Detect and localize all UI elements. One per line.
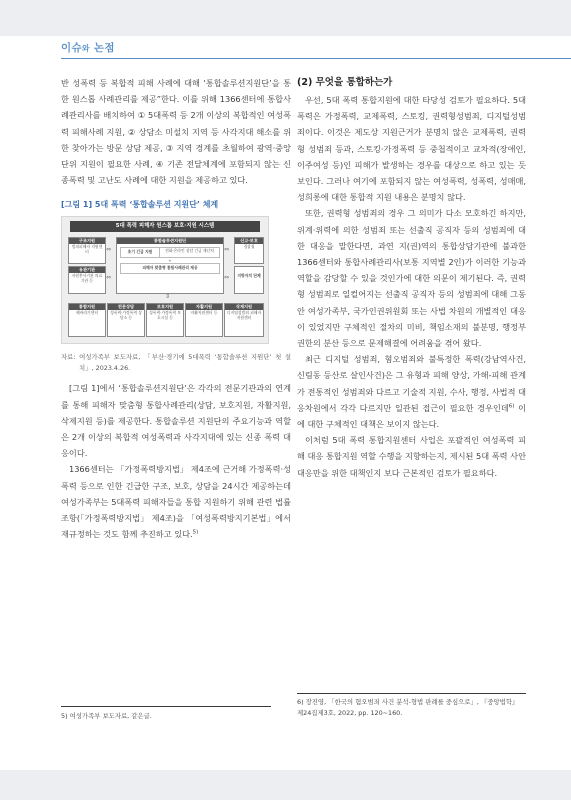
box-deletion-head: 삭제지원 [225, 304, 263, 310]
box-solution-head: 통합솔루션지원단 [117, 238, 223, 244]
header-band [0, 0, 571, 36]
right-paragraph-2: 또한, 권력형 성범죄의 경우 그 의미가 다소 모호하긴 하지만, 위계·위력에 의한 성범죄 또는 선출직 공직자 등의 성범죄에 대한 대응을 말한다면, 과연 지(권)역의 통합상담기관에 불과한 1366센터와 통합사례관리사(보통 지역별 2인)가 이러한 기능과 역할을 감당할 수 있을 것인가에 대한 의문이 제기된다. 즉, 권력형 성범죄로 일컬어지는 선출직 공직자 등의 성범죄에 대해 그동안 여성가족부, 국가인권위원회 또는 사법 차원의 개별적인 대응이 있었지만 구체적인 절차의 미비, 책임소재의 불분명, 행정부 권한의 분산 등으로 문제해결에 어려움을 겪어 왔다. [297, 208, 526, 349]
section-label [61, 40, 115, 55]
footnote-rule-left [61, 706, 271, 707]
arrow-down-icon: ⇕ [165, 293, 171, 301]
box-rescue [68, 237, 106, 264]
box-report-head: 신고·보호 [235, 238, 263, 244]
arrow-right-bottom-icon: ⇔ [224, 274, 230, 282]
footnote-5: 5) 여성가족부 보도자료, 같은글. [61, 712, 152, 720]
right-paragraph-3 [297, 351, 526, 432]
box-rescue-head: 구조지원 [69, 238, 105, 244]
footer-band [0, 770, 571, 800]
box-localgov-label: 지방자치 단체 [237, 273, 261, 279]
section-label-end: 논점 [93, 42, 115, 54]
right-paragraph-3-text: 최근 디지털 성범죄, 혐오범죄와 불특정한 폭력(강남역사건, 신림동 등산로 살인사건)은 그 유형과 피해 양상, 가해-피해 관계가 전통적인 성범죄와 다르고 기술적 지원, 수사, 행정, 사법적 대응차원에서 각각 다르지만 일관된 접근이 필요한 경우인데 [297, 354, 526, 413]
box-localgov [234, 266, 264, 294]
footnote-rule-right [297, 693, 526, 694]
arrow-right-top-icon: ⇔ [224, 246, 230, 254]
solution-plus-icon: + [168, 258, 172, 264]
solution-row-label: 초기 긴급 지원 [121, 248, 160, 257]
box-rescue-body: 범죄피해자 지원센터 [71, 244, 103, 255]
box-counseling-head: 전문상담 [108, 304, 144, 310]
box-integrated-head: 통합지원 [69, 304, 105, 310]
right-paragraph-4: 이처럼 5대 폭력 통합지원센터 사업은 포괄적인 여성폭력 피해 대응 통합지원 역할 수행을 지향하는지, 제시된 5대 폭력 사안대응만을 위한 대책인지 보다 근본적인 검토가 필요하다. [297, 435, 526, 478]
box-integrated [68, 303, 106, 337]
solution-row-casemgmt: 피해자 맞춤형 통합사례관리 제공 [120, 263, 220, 274]
right-column [297, 75, 526, 481]
left-paragraph-1: 반 성폭력 등 복합적 피해 사례에 대해 ‘통합솔루션지원단’을 통한 원스톱 사례관리를 제공”한다. 이를 위해 1366센터에 통합사례관리사를 배치하여 ① 5대폭력 등 2개 이상의 복합적인 여성폭력 피해사례 지원, ② 상담소 미설치 지역 등 사각지대 해소를 위한 찾아가는 방문 상담 제공, ③ 지역 경계를 초월하여 광역·중앙 단위 지원이 필요한 사례, ④ 기존 전달체계에 포함되지 않는 신종폭력 및 고난도 사례에 대한 지원을 제공하고 있다. [61, 78, 291, 186]
solution-row-emergency [120, 247, 220, 258]
right-paragraph-3-end: 이에 대한 구체적인 대책은 보이지 않는다. [297, 402, 527, 430]
box-shelter-head: 보호지원 [147, 304, 183, 310]
box-shelter [146, 303, 184, 337]
subsection-heading: (2) 무엇을 통합하는가 [297, 77, 393, 88]
right-paragraph-1: 우선, 5대 폭력 통합지원에 대한 타당성 검토가 필요하다. 5대 폭력은 가정폭력, 교제폭력, 스토킹, 권력형성범죄, 디지털성범죄이다. 이것은 제도상 지원근거가 분명치 않은 교제폭력, 권력형 성범죄 등과, 스토킹·가정폭력 등 중첩적이고 교차적(장애인, 이주여성 등)인 피해가 발생하는 경우를 대상으로 하고 있는 듯 보인다. 그러나 여기에 포함되지 않는 여성폭력, 성폭력, 성매매, 성희롱에 대한 통합적 지원 내용은 분명치 않다. [297, 95, 526, 203]
box-shelter-body: 성폭력·가정폭력 보호시설 등 [149, 310, 181, 321]
figure-source: 자료: 여성가족부 보도자료, 「부산·경기에 5대폭력 ‘통합솔루션 지원단’ 첫 설치」, 2023.4.26. [61, 353, 291, 373]
footnote-ref-6: 6) [508, 403, 515, 410]
section-rule [61, 58, 571, 59]
left-paragraph-2: [그림 1]에서 ‘통합솔루션지원단’은 각각의 전문기관과의 연계를 통해 피해자 맞춤형 통합사례관리(상담, 보호지원, 자활지원, 삭제지원 등)를 제공한다. 통합솔루션 지원단의 주요기능과 역할은 2개 이상의 복합적 여성폭력과 사각지대에 있는 신종 폭력 대응이다. [61, 383, 291, 459]
box-integrated-body: 해바라기센터 [75, 310, 98, 316]
left-column [61, 75, 291, 542]
box-related-head: 유관기관 [69, 267, 105, 273]
figure-title: 5대 폭력 피해자 원스톱 보호·지원 시스템 [70, 221, 260, 232]
box-report-body: 경찰청 [243, 244, 255, 250]
section-label-main: 이슈 [61, 42, 82, 54]
box-related-body: 자원봉사기관 의료기관 등 [71, 273, 103, 284]
arrow-left-top-icon: ⇔ [106, 246, 112, 254]
box-selfsupport-head: 자활지원 [186, 304, 222, 310]
box-report [234, 237, 264, 264]
box-selfsupport [185, 303, 223, 337]
box-related [68, 266, 106, 294]
section-label-connector: 와 [81, 44, 90, 53]
arrow-left-bottom-icon: ⇔ [106, 274, 112, 282]
box-deletion-body: 디지털성범죄 피해자 지원센터 [226, 310, 262, 321]
left-paragraph-3-text: 1366센터는 「가정폭력방지법」 제4조에 근거해 가정폭력·성폭력 등으로 인한 긴급한 구조, 보호, 상담을 24시간 제공하는데 여성가족부는 5대폭력 피해자들을 통합 지원하기 위해 관련 법률조항(「가정폭력방지법」 제4조)을 「여성폭력방지기본법」에서 재규정하는 것도 함께 추진하고 있다. [61, 464, 291, 540]
left-paragraph-3 [61, 461, 291, 542]
footnote-ref-5: 5) [192, 529, 199, 536]
box-counseling-body: 성폭력·가정폭력 상담소 등 [110, 310, 142, 321]
figure-diagram [61, 216, 269, 344]
footnote-6: 6) 장진영, 「한국의 혐오범죄 사건 분석-형법 판례를 중심으로」, 『중앙법학』 제24집제3호, 2022, pp. 120~160. [297, 698, 519, 717]
solution-row-items: 전화·온라인 상담 긴급 재난처 [165, 248, 214, 254]
box-selfsupport-body: 자활지원센터 등 [190, 310, 218, 316]
box-counseling [107, 303, 145, 337]
figure-caption: [그림 1] 5대 폭력 ‘통합솔루션 지원단’ 체계 [61, 200, 219, 210]
box-deletion [224, 303, 264, 337]
box-solution-team [116, 237, 224, 294]
